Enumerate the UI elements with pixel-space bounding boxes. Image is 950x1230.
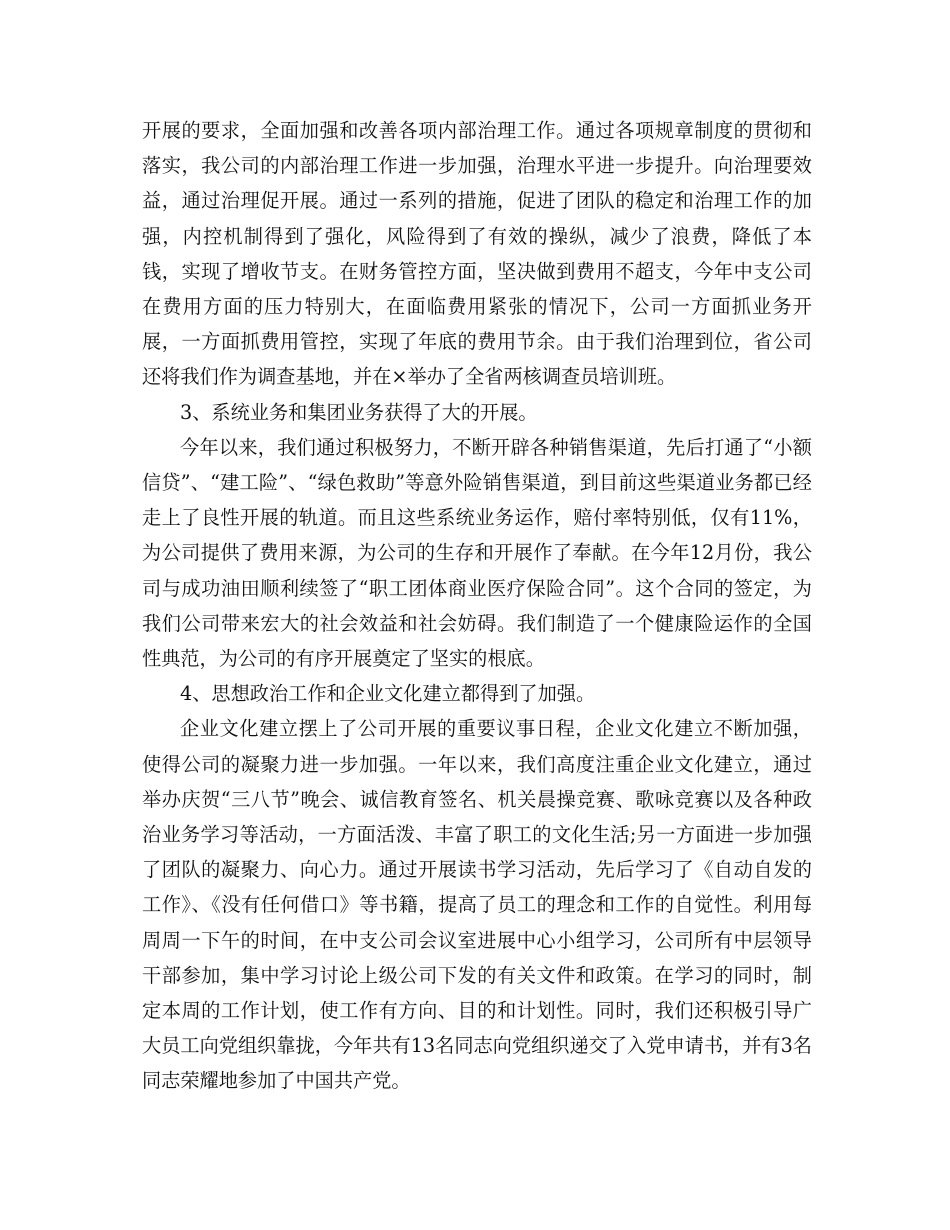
paragraph-sales-channels: 今年以来，我们通过积极努力，不断开辟各种销售渠道，先后打通了“小额信贷”、“建工险”、“绿色救助”等意外险销售渠道，到目前这些渠道业务都已经走上了良性开展的轨道。而且这些系统业务运作，赔付率特别低，仅有11%，为公司提供了费用来源，为公司的生存和开展作了奉献。在今年12月份，我公司与成功油田顺利续签了“职工团体商业医疗保险合同”。这个合同的签定，为我们公司带来宏大的社会效益和社会妨碍。我们制造了一个健康险运作的全国性典范，为公司的有序开展奠定了坚实的根底。 <box>142 435 812 671</box>
paragraph-corporate-culture: 企业文化建立摆上了公司开展的重要议事日程，企业文化建立不断加强，使得公司的凝聚力进一步加强。一年以来，我们高度注重企业文化建立，通过举办庆贺“三八节”晚会、诚信教育签名、机关晨操竞赛、歌咏竞赛以及各种政治业务学习等活动，一方面活泼、丰富了职工的文化生活;另一方面进一步加强了团队的凝聚力、向心力。通过开展读书学习活动，先后学习了《自动自发的工作》、《没有任何借口》等书籍，提高了员工的理念和工作的自觉性。利用每周周一下午的时间，在中支公司会议室进展中心小组学习，公司所有中层领导干部参加，集中学习讨论上级公司下发的有关文件和政策。在学习的同时，制定本周的工作计划，使工作有方向、目的和计划性。同时，我们还积极引导广大员工向党组织靠拢，今年共有13名同志向党组织递交了入党申请书，并有3名同志荣耀地参加了中国共产党。 <box>142 717 812 1093</box>
heading-system-business: 3、系统业务和集团业务获得了大的开展。 <box>180 400 538 424</box>
heading-political-culture: 4、思想政治工作和企业文化建立都得到了加强。 <box>180 682 596 706</box>
paragraph-internal-governance: 开展的要求，全面加强和改善各项内部治理工作。通过各项规章制度的贯彻和落实，我公司的内部治理工作进一步加强，治理水平进一步提升。向治理要效益，通过治理促开展。通过一系列的措施，促进了团队的稳定和治理工作的加强，内控机制得到了强化，风险得到了有效的操纵，减少了浪费，降低了本钱，实现了增收节支。在财务管控方面，坚决做到费用不超支，今年中支公司在费用方面的压力特别大，在面临费用紧张的情况下，公司一方面抓业务开展，一方面抓费用管控，实现了年底的费用节余。由于我们治理到位，省公司还将我们作为调查基地，并在×举办了全省两核调查员培训班。 <box>142 119 812 389</box>
document-page <box>142 113 812 1099</box>
